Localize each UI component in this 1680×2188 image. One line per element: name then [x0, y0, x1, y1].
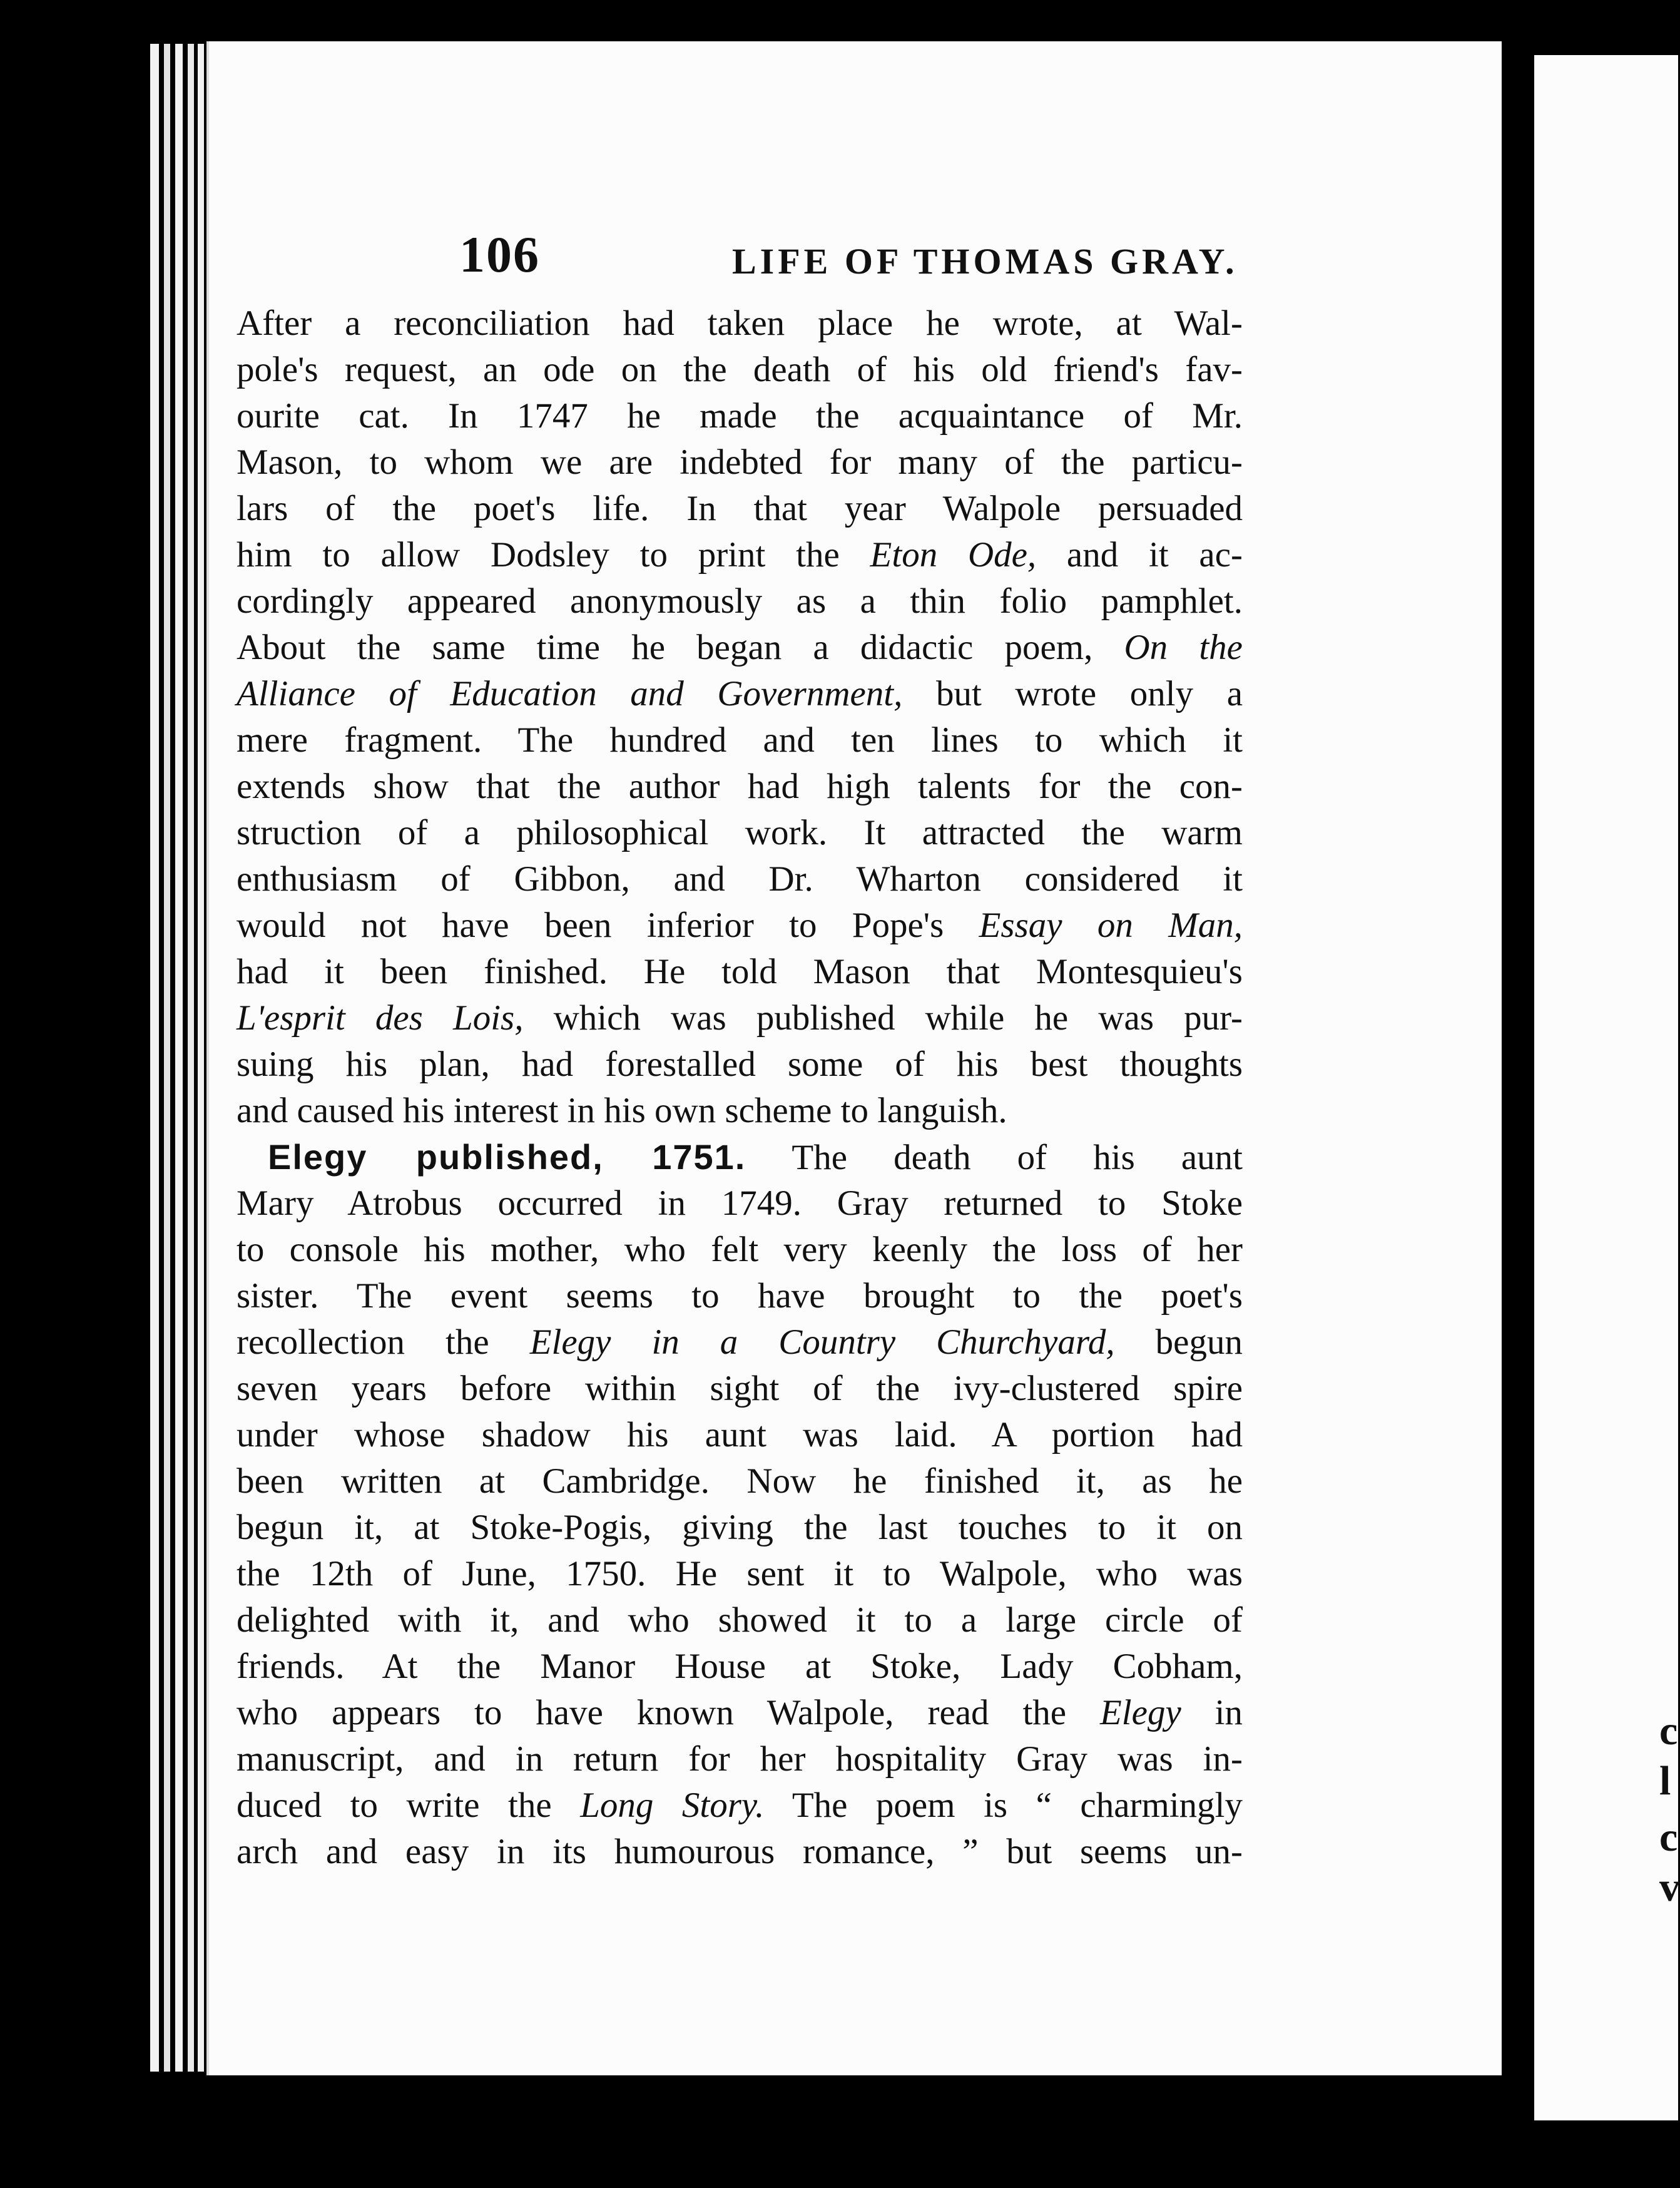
adjacent-page-edge	[1534, 55, 1678, 2120]
text-run: mere fragment. The hundred and ten lines to which it	[237, 720, 1243, 760]
text-line	[237, 1505, 1243, 1551]
text-run: extends show that the author had high talents for the con-	[237, 767, 1243, 806]
page-edge	[188, 44, 194, 2072]
text-line	[237, 1597, 1243, 1644]
side-heading: Elegy published, 1751.	[268, 1137, 746, 1177]
italic-title: Long Story.	[580, 1786, 765, 1825]
text-run: friends. At the Manor House at Stoke, Lady Cobham,	[237, 1647, 1243, 1686]
text-run: ourite cat. In 1747 he made the acquaintance of Mr.	[237, 396, 1243, 436]
page-edge	[175, 44, 183, 2072]
text-line	[237, 439, 1243, 486]
text-line	[237, 1134, 1243, 1180]
text-run: seven years before within sight of the ivy-clustered spire	[237, 1369, 1243, 1408]
text-line	[237, 902, 1243, 949]
italic-title: Elegy in a Country Churchyard,	[529, 1322, 1115, 1362]
text-run: Mason, to whom we are indebted for many of the particu-	[237, 442, 1243, 482]
text-line	[237, 949, 1243, 995]
text-run: Mary Atrobus occurred in 1749. Gray returned to Stoke	[237, 1183, 1243, 1223]
text-line	[237, 1366, 1243, 1412]
italic-title: Eton Ode,	[870, 535, 1037, 575]
text-run: recollection the	[237, 1322, 530, 1362]
text-line	[237, 671, 1243, 717]
text-line	[237, 856, 1243, 902]
text-run: lars of the poet's life. In that year Walpole persuaded	[237, 489, 1243, 528]
text-run: After a reconciliation had taken place he wrote, at Wal-	[237, 304, 1243, 343]
text-run: and it ac-	[1036, 535, 1243, 575]
text-run: would not have been inferior to Pope's	[237, 906, 979, 945]
text-line	[237, 1412, 1243, 1458]
text-line	[237, 1041, 1243, 1088]
page-edge	[164, 44, 170, 2072]
text-run: begun it, at Stoke-Pogis, giving the last touches to it on	[237, 1508, 1243, 1547]
page-edge	[198, 44, 204, 2072]
text-line	[237, 486, 1243, 532]
text-line	[237, 347, 1243, 393]
text-run: delighted with it, and who showed it to a large circle of	[237, 1600, 1243, 1640]
running-head: LIFE OF THOMAS GRAY.	[732, 241, 1238, 282]
text-line	[237, 1644, 1243, 1690]
adjacent-page-fragment: c	[1659, 1708, 1678, 1754]
text-run: had it been finished. He told Mason that Montesquieu's	[237, 952, 1243, 991]
text-run: enthusiasm of Gibbon, and Dr. Wharton considered it	[237, 859, 1243, 899]
text-line	[237, 1088, 1243, 1134]
text-run: The poem is “ charmingly	[764, 1786, 1243, 1825]
text-run: which was published while he was pur-	[523, 998, 1243, 1038]
text-run: suing his plan, had forestalled some of his best thoughts	[237, 1045, 1243, 1084]
italic-title: Elegy	[1099, 1693, 1181, 1732]
text-run: About the same time he began a didactic poem,	[237, 628, 1124, 667]
italic-title: On the	[1124, 628, 1243, 667]
text-run: in	[1181, 1693, 1243, 1732]
text-line	[237, 810, 1243, 856]
text-run: but wrote only a	[902, 674, 1243, 713]
text-line	[237, 1690, 1243, 1736]
text-line	[237, 1319, 1243, 1366]
text-run: been written at Cambridge. Now he finished it, as he	[237, 1461, 1243, 1501]
text-run: pole's request, an ode on the death of his old friend's fav-	[237, 350, 1243, 389]
italic-title: L'esprit des Lois,	[237, 998, 524, 1038]
text-line	[237, 764, 1243, 810]
text-line	[237, 1458, 1243, 1505]
adjacent-page-fragment: v	[1659, 1864, 1680, 1910]
text-line	[237, 1736, 1243, 1782]
text-run: and caused his interest in his own scheme to languish.	[237, 1091, 1007, 1130]
text-line	[237, 578, 1243, 625]
text-line	[237, 1782, 1243, 1829]
text-run: The death of his aunt	[746, 1138, 1243, 1177]
adjacent-page-fragment: l	[1659, 1758, 1671, 1804]
page-header	[209, 225, 1504, 300]
text-run: arch and easy in its humourous romance, ” but seems un-	[237, 1832, 1243, 1871]
text-line	[237, 1180, 1243, 1227]
adjacent-page-fragment: c	[1659, 1814, 1678, 1860]
text-line	[237, 393, 1243, 439]
text-run: sister. The event seems to have brought to the poet's	[237, 1276, 1243, 1316]
text-run: duced to write the	[237, 1786, 581, 1825]
text-run: under whose shadow his aunt was laid. A portion had	[237, 1415, 1243, 1454]
italic-title: Alliance of Education and Government,	[237, 674, 903, 713]
text-run: to console his mother, who felt very keenly the loss of her	[237, 1230, 1243, 1269]
text-line	[237, 1829, 1243, 1875]
text-line	[237, 532, 1243, 578]
page-number: 106	[459, 226, 540, 283]
text-run: who appears to have known Walpole, read the	[237, 1693, 1100, 1732]
text-line	[237, 1273, 1243, 1319]
text-line	[237, 995, 1243, 1041]
text-line	[237, 625, 1243, 671]
text-run: struction of a philosophical work. It attracted the warm	[237, 813, 1243, 852]
text-run: cordingly appeared anonymously as a thin folio pamphlet.	[237, 581, 1243, 621]
text-run: him to allow Dodsley to print the	[237, 535, 870, 575]
page-edge	[150, 44, 159, 2072]
text-run: begun	[1114, 1322, 1243, 1362]
italic-title: Essay on Man,	[979, 906, 1243, 945]
body-text	[237, 300, 1243, 1875]
text-line	[237, 717, 1243, 764]
text-run: the 12th of June, 1750. He sent it to Walpole, who was	[237, 1554, 1243, 1593]
text-line	[237, 1227, 1243, 1273]
text-line	[237, 1551, 1243, 1597]
text-run: manuscript, and in return for her hospitality Gray was in-	[237, 1739, 1243, 1779]
text-line	[237, 300, 1243, 347]
